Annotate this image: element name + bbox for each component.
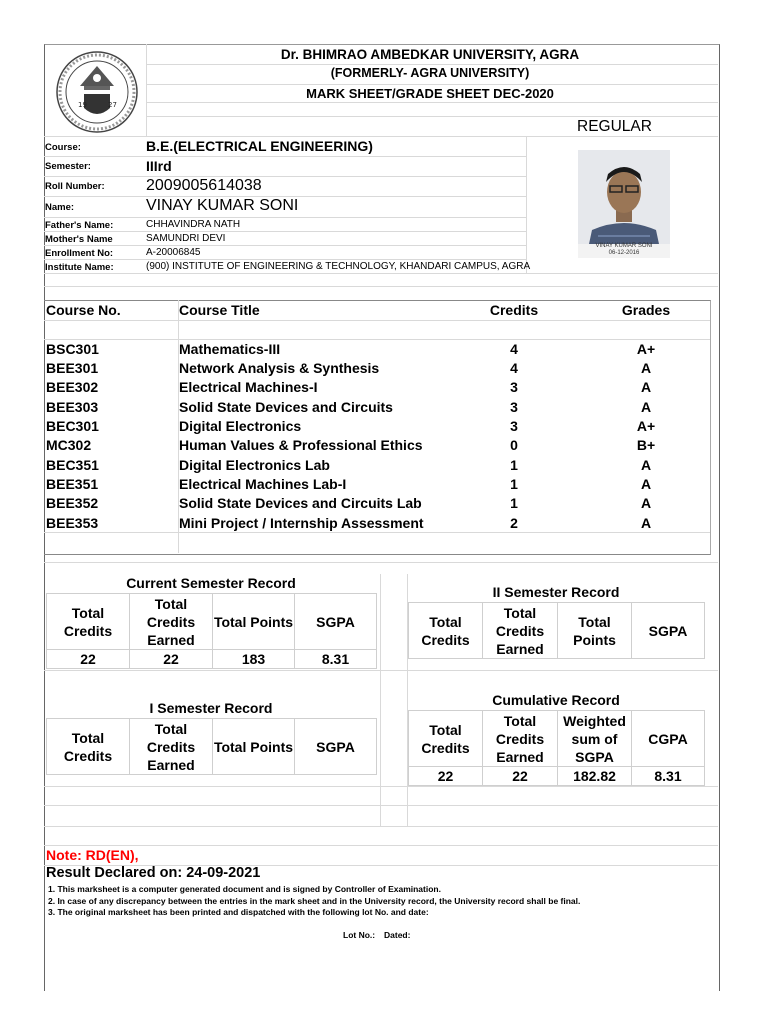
grid-line <box>44 259 526 260</box>
course-credits: 0 <box>510 437 518 453</box>
dated-label: Dated: <box>384 930 411 940</box>
grid-line <box>44 826 718 827</box>
name-value: VINAY KUMAR SONI <box>146 197 299 214</box>
course-no: BEE302 <box>46 379 99 395</box>
course-no: BEE303 <box>46 399 99 415</box>
header-total-credits-earned: Total Credits Earned <box>483 711 558 767</box>
semester-label: Semester: <box>45 161 91 172</box>
header-total-credits: Total Credits <box>47 719 130 775</box>
grid-line <box>146 102 718 103</box>
second-semester-table <box>408 602 705 659</box>
table-row <box>46 457 706 476</box>
value-weighted-sum-sgpa: 182.82 <box>558 767 632 786</box>
course-title: Digital Electronics <box>179 418 302 434</box>
father-label: Father's Name: <box>45 220 114 231</box>
grid-line <box>380 574 381 826</box>
note-text: Note: RD(EN), <box>46 847 139 863</box>
second-semester-title: II Semester Record <box>492 584 620 600</box>
table-row <box>46 418 706 437</box>
grid-line <box>146 64 718 65</box>
course-title: Digital Electronics Lab <box>179 457 330 473</box>
course-grade: B+ <box>636 437 656 453</box>
grid-line <box>146 116 718 117</box>
course-title: Solid State Devices and Circuits Lab <box>179 495 422 511</box>
current-semester-table <box>46 593 377 669</box>
footnote-1: 1. This marksheet is a computer generated document and is signed by Controller of Examination. <box>48 884 441 894</box>
col-header-grades: Grades <box>621 302 671 318</box>
cumulative-record-table <box>408 710 705 786</box>
grid-line <box>44 217 526 218</box>
col-header-credits: Credits <box>489 302 539 318</box>
course-title: Mathematics-III <box>179 341 281 357</box>
course-grade: A <box>640 515 652 531</box>
first-semester-title: I Semester Record <box>149 700 273 716</box>
course-credits: 4 <box>510 341 518 357</box>
value-total-credits-earned: 22 <box>130 650 213 669</box>
header-sgpa: SGPA <box>295 719 377 775</box>
header-total-credits: Total Credits <box>47 594 130 650</box>
course-title: Network Analysis & Synthesis <box>179 360 380 376</box>
name-label: Name: <box>45 202 75 213</box>
course-grade: A <box>640 476 652 492</box>
course-no: BEC351 <box>46 457 99 473</box>
table-row <box>46 360 706 379</box>
grid-line <box>44 273 718 274</box>
course-title: Human Values & Professional Ethics <box>179 437 423 453</box>
institute-value: (900) INSTITUTE OF ENGINEERING & TECHNOLOGY, KHANDARI CAMPUS, AGRA <box>146 261 531 272</box>
course-no: BEE353 <box>46 515 99 531</box>
course-credits: 1 <box>510 495 518 511</box>
roll-label: Roll Number: <box>45 181 105 192</box>
current-semester-title: Current Semester Record <box>126 575 296 591</box>
grid-line <box>44 786 718 787</box>
table-row <box>46 515 706 534</box>
photo-caption-date: 06-12-2016 <box>608 250 640 256</box>
portrait-image <box>578 150 670 258</box>
footnote-3: 3. The original marksheet has been printed and dispatched with the following lot No. and date: <box>48 907 429 917</box>
sheet-title: MARK SHEET/GRADE SHEET DEC-2020 <box>306 86 554 101</box>
header-cgpa: CGPA <box>632 711 705 767</box>
roll-value: 2009005614038 <box>146 177 262 194</box>
course-credits: 3 <box>510 379 518 395</box>
grid-line <box>44 339 710 340</box>
header-total-credits: Total Credits <box>409 711 483 767</box>
header-sgpa: SGPA <box>632 603 705 659</box>
grid-line <box>44 562 718 563</box>
course-no: BEE351 <box>46 476 99 492</box>
course-credits: 1 <box>510 457 518 473</box>
table-row <box>46 379 706 398</box>
value-total-credits-earned: 22 <box>483 767 558 786</box>
course-title: Mini Project / Internship Assessment <box>179 515 424 531</box>
result-declared: Result Declared on: 24-09-2021 <box>46 865 261 881</box>
value-sgpa: 8.31 <box>295 650 377 669</box>
first-semester-table <box>46 718 377 775</box>
course-grade: A+ <box>636 341 656 357</box>
svg-text:19: 19 <box>78 101 87 109</box>
course-title: Electrical Machines-I <box>179 379 318 395</box>
former-name: (FORMERLY- AGRA UNIVERSITY) <box>330 66 530 80</box>
grid-line <box>44 670 718 671</box>
header-total-points: Total Points <box>558 603 632 659</box>
course-grade: A+ <box>636 418 656 434</box>
status-label: REGULAR <box>577 118 652 135</box>
table-row <box>46 495 706 514</box>
course-credits: 3 <box>510 399 518 415</box>
header-total-credits: Total Credits <box>409 603 483 659</box>
grid-line <box>44 805 718 806</box>
mother-label: Mother's Name <box>45 234 113 245</box>
header-total-points: Total Points <box>213 594 295 650</box>
course-grade: A <box>640 360 652 376</box>
grid-line <box>44 286 718 287</box>
grid-line <box>44 245 526 246</box>
enrollment-value: A-20006845 <box>146 247 201 258</box>
header-total-points: Total Points <box>213 719 295 775</box>
course-grade: A <box>640 399 652 415</box>
institute-label: Institute Name: <box>45 262 114 273</box>
header-weighted-sum-sgpa: Weighted sum of SGPA <box>558 711 632 767</box>
course-no: MC302 <box>46 437 92 453</box>
grid-line <box>44 156 526 157</box>
table-row <box>46 399 706 418</box>
value-total-points: 183 <box>213 650 295 669</box>
course-no: BEE301 <box>46 360 99 376</box>
header-sgpa: SGPA <box>295 594 377 650</box>
course-grade: A <box>640 379 652 395</box>
grid-line <box>526 136 527 273</box>
header-total-credits-earned: Total Credits Earned <box>130 719 213 775</box>
value-total-credits: 22 <box>47 650 130 669</box>
course-credits: 2 <box>510 515 518 531</box>
university-seal-logo <box>54 50 140 134</box>
svg-text:27: 27 <box>108 101 117 109</box>
grid-line <box>44 176 526 177</box>
course-table-header <box>46 302 706 321</box>
course-no: BSC301 <box>46 341 99 357</box>
mother-value: SAMUNDRI DEVI <box>146 233 226 244</box>
table-row <box>46 476 706 495</box>
grid-line <box>44 136 718 137</box>
lot-no-label: Lot No.: <box>343 930 376 940</box>
value-total-credits: 22 <box>409 767 483 786</box>
grid-line <box>44 845 718 846</box>
cumulative-record-title: Cumulative Record <box>492 692 620 708</box>
header-total-credits-earned: Total Credits Earned <box>483 603 558 659</box>
table-row <box>46 341 706 360</box>
course-title: Electrical Machines Lab-I <box>179 476 347 492</box>
semester-value: IIIrd <box>146 158 172 174</box>
university-name: Dr. BHIMRAO AMBEDKAR UNIVERSITY, AGRA <box>280 47 580 62</box>
course-no: BEE352 <box>46 495 99 511</box>
grid-line <box>146 84 718 85</box>
student-photo <box>578 150 670 258</box>
table-row <box>46 437 706 456</box>
course-title: Solid State Devices and Circuits <box>179 399 393 415</box>
course-credits: 4 <box>510 360 518 376</box>
value-cgpa: 8.31 <box>632 767 705 786</box>
enrollment-label: Enrollment No: <box>45 248 114 259</box>
header-total-credits-earned: Total Credits Earned <box>130 594 213 650</box>
course-grade: A <box>640 457 652 473</box>
father-value: CHHAVINDRA NATH <box>146 219 241 230</box>
col-header-course-title: Course Title <box>179 302 260 318</box>
course-label: Course: <box>45 142 81 153</box>
photo-caption-name: VINAY KUMAR SONI <box>595 243 653 249</box>
course-grade: A <box>640 495 652 511</box>
col-header-course-no: Course No. <box>46 302 121 318</box>
course-no: BEC301 <box>46 418 99 434</box>
footnote-2: 2. In case of any discrepancy between the entries in the mark sheet and in the University record, the University record shall be final. <box>48 896 581 906</box>
course-credits: 1 <box>510 476 518 492</box>
course-value: B.E.(ELECTRICAL ENGINEERING) <box>146 138 373 154</box>
course-credits: 3 <box>510 418 518 434</box>
grid-line <box>44 231 526 232</box>
